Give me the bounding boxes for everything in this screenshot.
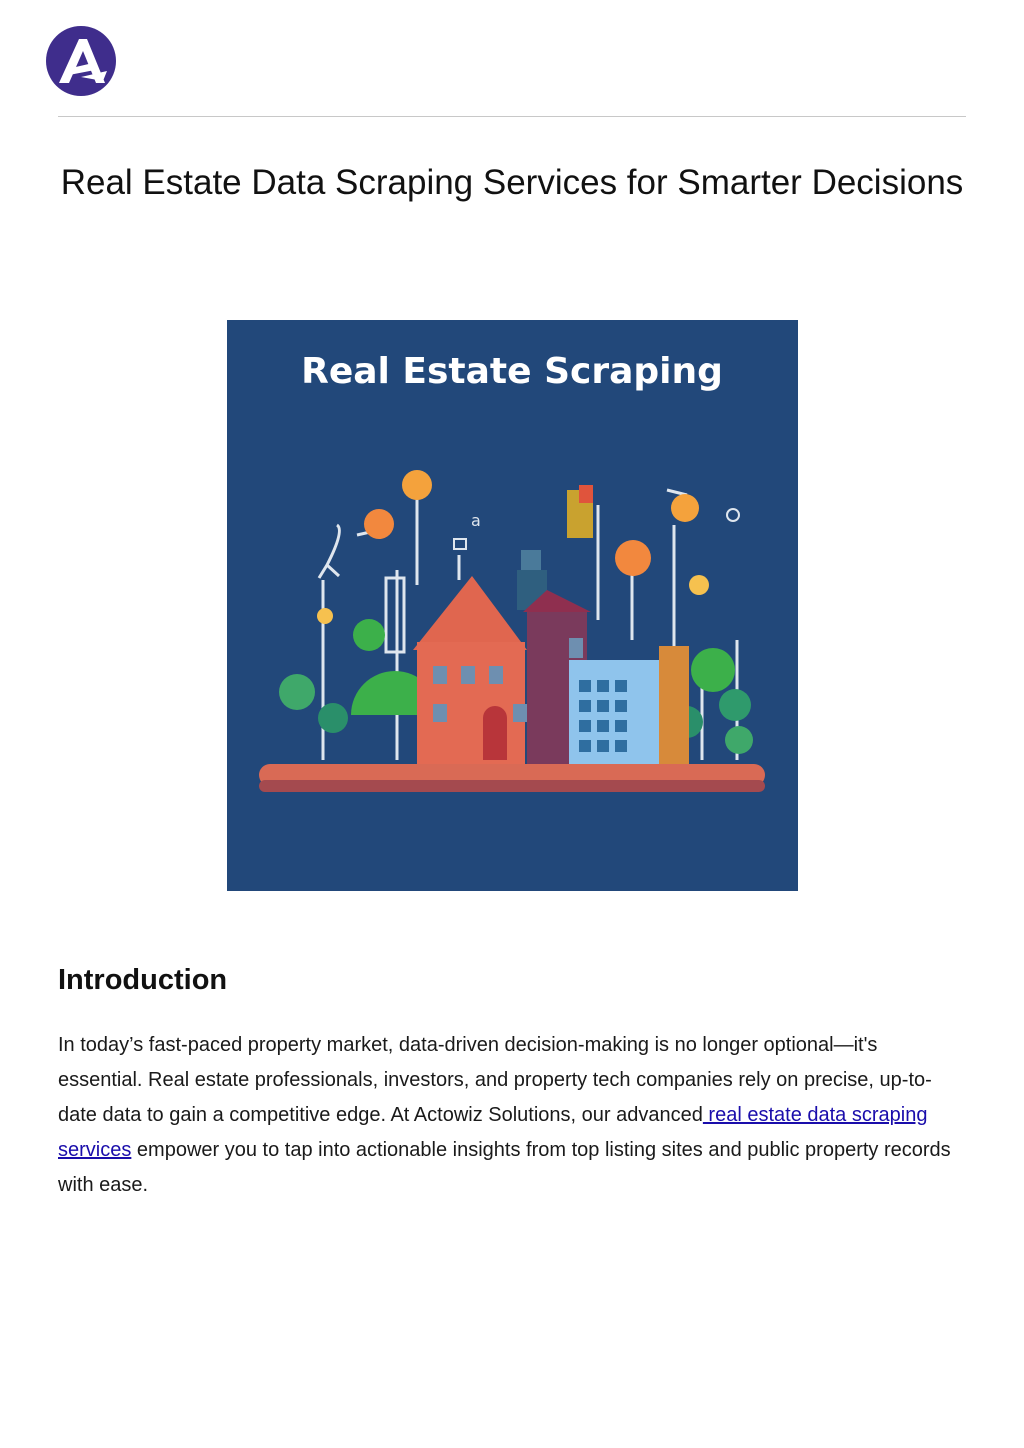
introduction-paragraph [58,1028,963,1203]
header-divider [58,116,966,117]
hero-image [227,320,798,891]
house-city-illustration-icon [227,320,798,891]
svg-text:a: a [471,511,481,530]
actowiz-logo-icon[interactable] [45,25,117,97]
introduction-text-start: In today’s fast-paced property market, data-driven decision-making is no longer optional—it's essential. Real estate professionals, investors, and property tech companies rely on precise, up-to-date data to gain a competitive edge. At Actowiz Solutions, our advanced [58,1034,932,1126]
introduction-text-end: empower you to tap into actionable insights from top listing sites and public property records with ease. [58,1139,951,1196]
document-title: Real Estate Data Scraping Services for Smarter Decisions [60,163,964,202]
hero-image-caption: Real Estate Scraping [301,351,723,392]
real-estate-data-scraping-services-link[interactable]: real estate data scraping services [58,1104,928,1161]
introduction-heading: Introduction [58,964,228,996]
